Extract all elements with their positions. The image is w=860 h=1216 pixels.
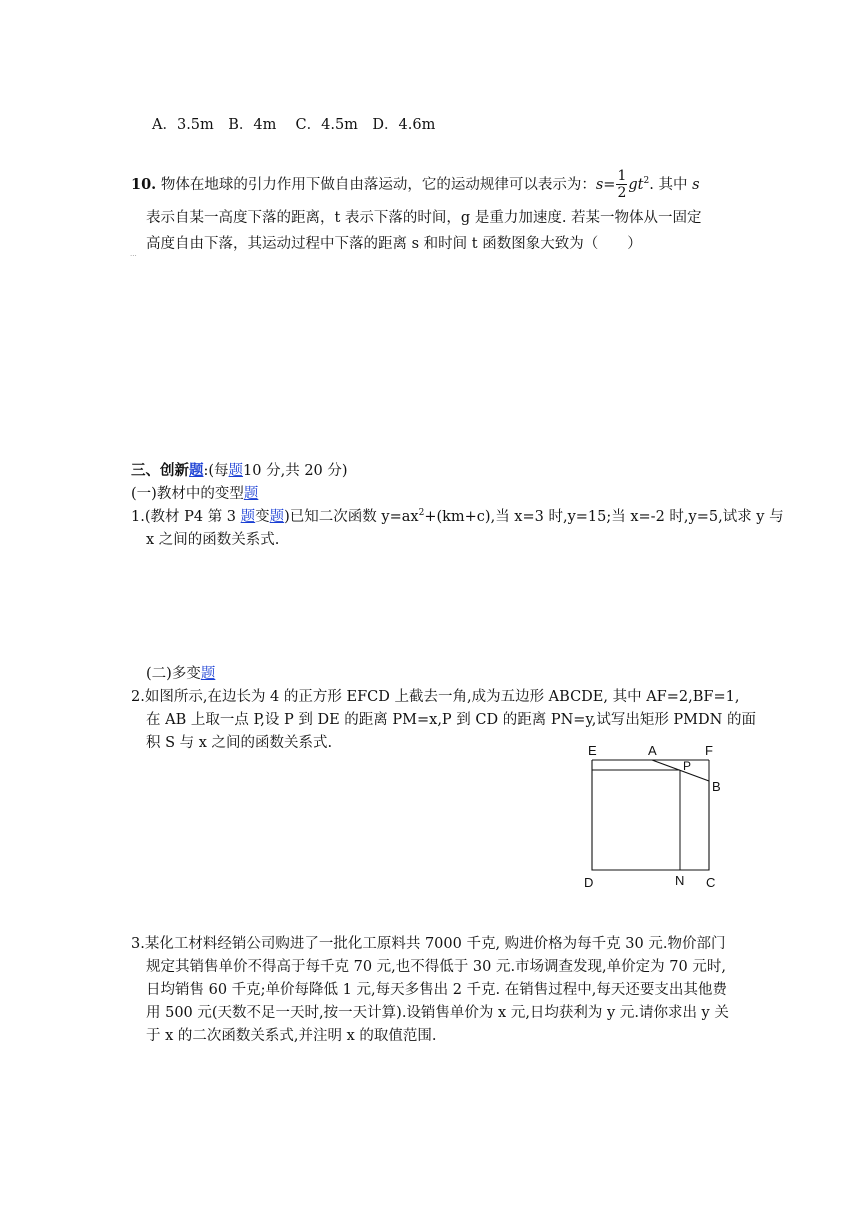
formula-eq: = <box>603 176 616 193</box>
fraction-denominator: 2 <box>617 185 627 202</box>
q1-line-2: x 之间的函数关系式. <box>146 532 280 548</box>
label-f: F <box>705 743 713 758</box>
q1-superscript: 2 <box>418 508 425 519</box>
q1-part-2: 变 <box>255 509 270 525</box>
q3-line-3: 日均销售 60 千克;单价每降低 1 元,每天多售出 2 千克. 在销售过程中,每天还要支出其他费 <box>146 982 727 998</box>
q1-line-1 <box>131 505 784 526</box>
section-3-header <box>131 459 348 480</box>
q10-text-end: . 其中 <box>649 176 688 193</box>
q9-options: A．3.5m B．4m C．4.5m D．4.6m <box>152 117 436 133</box>
formula-exponent: 2 <box>643 176 650 186</box>
q10-line-1 <box>131 166 700 200</box>
q1-part-3: )已知二次函数 y=ax <box>284 509 419 525</box>
q1-link-2[interactable]: 题 <box>269 509 285 525</box>
label-b: B <box>712 779 721 794</box>
subsection-2 <box>146 662 215 683</box>
label-e: E <box>588 743 597 758</box>
q10-s-symbol: s <box>692 176 700 193</box>
subsection-1-link[interactable]: 题 <box>243 486 259 502</box>
q3-line-1: 3.某化工材料经销公司购进了一批化工原料共 7000 千克, 购进价格为每千克 30 元.物价部门 <box>131 936 726 952</box>
section-3-link-1[interactable]: 题 <box>189 462 204 479</box>
subsection-2-link[interactable]: 题 <box>200 666 216 682</box>
q10-text-1: 物体在地球的引力作用下做自由落运动，它的运动规律可以表示为： <box>160 176 596 193</box>
label-d: D <box>584 875 594 890</box>
q3-line-2: 规定其销售单价不得高于每千克 70 元,也不得低于 30 元.市场调查发现,单价定为 70 元时, <box>146 959 726 975</box>
label-n: N <box>675 873 685 888</box>
formula-s: s <box>595 176 604 193</box>
q2-line-3: 积 S 与 x 之间的函数关系式. <box>146 735 333 751</box>
q1-part-4: +(km+c),当 x=3 时,y=15;当 x=-2 时,y=5,试求 y 与 <box>424 509 784 525</box>
section-3-link-2[interactable]: 题 <box>228 463 244 479</box>
label-c: C <box>706 875 716 890</box>
figure-lines <box>570 738 730 898</box>
q10-line-3: 高度自由下落，其运动过程中下落的距离 s 和时间 t 函数图象大致为（ ） <box>146 236 642 252</box>
q10-number: 10. <box>131 175 157 193</box>
section-3-mid: :(每 <box>203 463 229 479</box>
q10-dots: ... <box>130 250 137 258</box>
q10-line-2: 表示自某一高度下落的距离，t 表示下落的时间，g 是重力加速度. 若某一物体从一固定 <box>146 210 702 226</box>
q3-line-4: 用 500 元(天数不足一天时,按一天计算).设销售单价为 x 元,日均获利为 y 元.请你求出 y 关 <box>146 1005 729 1021</box>
subsection-2-text: (二)多变 <box>146 666 201 682</box>
label-a: A <box>648 743 657 758</box>
formula-fraction <box>616 169 627 200</box>
label-p: P <box>683 759 692 773</box>
section-3-prefix: 三、创新 <box>131 462 189 479</box>
geometry-figure <box>570 738 730 898</box>
q1-part-1: 1.(教材 P4 第 3 <box>131 509 237 525</box>
formula-g: g <box>628 176 638 193</box>
fraction-numerator: 1 <box>617 168 627 185</box>
q2-line-2: 在 AB 上取一点 P,设 P 到 DE 的距离 PM=x,P 到 CD 的距离 PN=y,试写出矩形 PMDN 的面 <box>146 712 756 728</box>
subsection-1-text: (一)教材中的变型 <box>131 486 244 502</box>
q2-line-1: 2.如图所示,在边长为 4 的正方形 EFCD 上截去一角,成为五边形 ABCDE, 其中 AF=2,BF=1, <box>131 689 740 705</box>
pentagon-outline <box>592 760 709 870</box>
formula-t: t <box>637 176 644 193</box>
q3-line-5: 于 x 的二次函数关系式,并注明 x 的取值范围. <box>146 1028 437 1044</box>
subsection-1 <box>131 482 258 503</box>
q1-link-1[interactable]: 题 <box>240 509 256 525</box>
section-3-suffix: 10 分,共 20 分) <box>243 463 348 479</box>
